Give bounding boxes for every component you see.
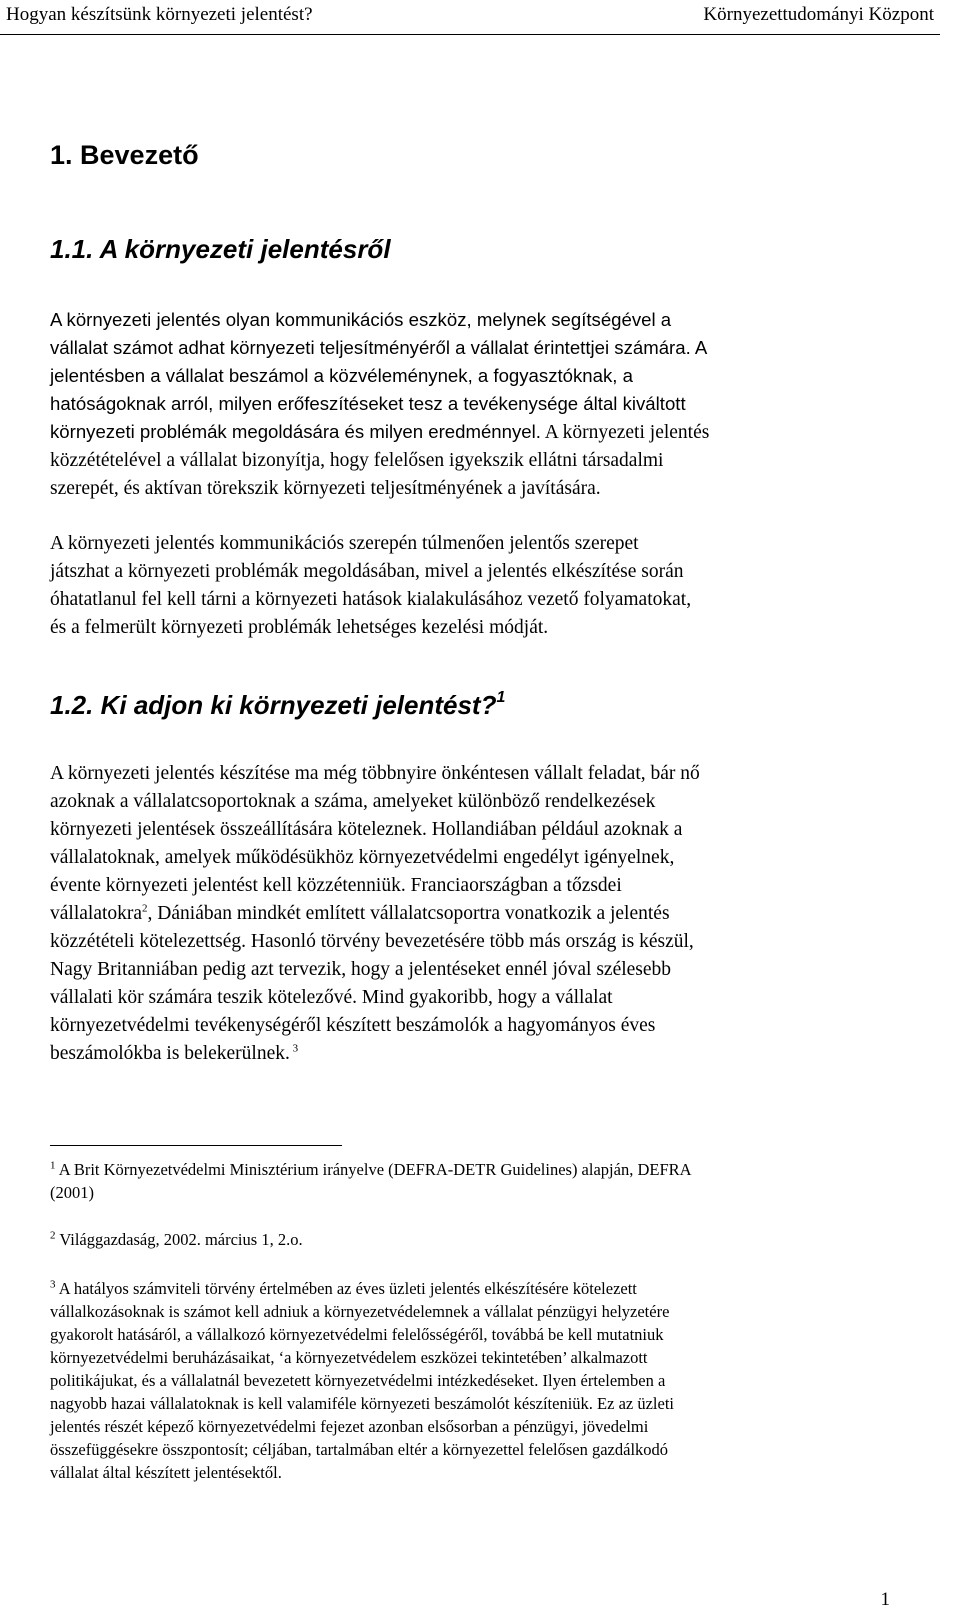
text-line: A környezeti jelentés készítése ma még többnyire önkéntesen vállalt feladat, bár nő xyxy=(50,763,700,784)
text-line: hatóságoknak arról, milyen erőfeszítéseket tesz a tevékenysége által kiváltott xyxy=(50,393,686,414)
page-number: 1 xyxy=(880,1589,890,1610)
text-line: szerepét, és aktívan törekszik környezeti teljesítményének a javítására. xyxy=(50,478,601,499)
text-line: környezeti problémák megoldására és milyen eredménnyel. xyxy=(50,421,541,442)
footnote-text: gyakorolt hatásáról, a vállalkozó környezetvédelmi felelősségéről, továbbá be kell mutatniuk xyxy=(50,1325,664,1344)
header-title: Hogyan készítsünk környezeti jelentést? xyxy=(6,4,313,25)
text-line: játszhat a környezeti problémák megoldásában, mivel a jelentés elkészítése során xyxy=(50,561,684,582)
footnote-text: vállalat által készített jelentésektől. xyxy=(50,1463,282,1482)
footnote-text: nagyobb hazai vállalatoknak is kell valamiféle környezeti beszámolót készíteniük. Ez az üzleti xyxy=(50,1394,675,1413)
footnote-2 xyxy=(50,1228,870,1251)
paragraph-who xyxy=(50,760,870,1068)
text-line: beszámolókba is belekerülnek. xyxy=(50,1043,290,1064)
text-line: közzétételével a vállalat bizonyítja, hogy felelősen igyekszik ellátni társadalmi xyxy=(50,450,664,471)
text-line: jelentésben a vállalat beszámol a közvéleménynek, a fogyasztóknak, a xyxy=(50,365,633,386)
footnote-text: A Brit Környezetvédelmi Minisztérium irányelve (DEFRA-DETR Guidelines) alapján, DEFRA xyxy=(55,1160,692,1179)
footnote-number: 3 xyxy=(50,1278,56,1291)
text-line: környezetvédelmi tevékenységéről készített beszámolók a hagyományos éves xyxy=(50,1015,656,1036)
paragraph-intro xyxy=(50,306,870,503)
footnote-ref: 2 xyxy=(142,902,148,915)
footnote-separator xyxy=(50,1145,342,1146)
text-line: vállalatoknak, amelyek működésükhöz környezetvédelmi engedélyt igényelnek, xyxy=(50,847,675,868)
paragraph-role xyxy=(50,530,870,642)
chapter-heading: 1. Bevezető xyxy=(50,140,199,170)
text-line: és a felmerült környezeti problémák lehetséges kezelési módját. xyxy=(50,617,549,638)
text-line: óhatatlanul fel kell tárni a környezeti hatások kialakulásához vezető folyamatokat, xyxy=(50,589,692,610)
text-line: Nagy Britanniában pedig azt tervezik, hogy a jelentéseket ennél jóval szélesebb xyxy=(50,959,672,980)
text-line: közzétételi kötelezettség. Hasonló törvény bevezetésére több más ország is készül, xyxy=(50,931,694,952)
footnote-text: A hatályos számviteli törvény értelmében az éves üzleti jelentés elkészítésére kötelezett xyxy=(55,1279,637,1298)
footnote-text: összefüggésekre összpontosít; céljában, tartalmában eltér a környezettel felelősen gazdálkodó xyxy=(50,1440,669,1459)
text-line: A környezeti jelentés kommunikációs szerepén túlmenően jelentős szerepet xyxy=(50,533,639,554)
section-heading-1-2 xyxy=(50,690,505,721)
footnote-ref: 1 xyxy=(496,689,506,707)
footnote-text: politikájukat, és a vállalatnál bevezetett környezetvédelmi intézkedéseket. Ilyen értelemben a xyxy=(50,1371,666,1390)
footnote-number: 2 xyxy=(50,1229,56,1242)
text-line: vállalati kör számára teszik kötelezővé. Mind gyakoribb, hogy a vállalat xyxy=(50,987,613,1008)
header-organization: Környezettudományi Központ xyxy=(703,4,934,25)
footnote-ref: 3 xyxy=(289,1042,299,1055)
footnote-text: (2001) xyxy=(50,1183,94,1202)
text-line-tail: , Dániában mindkét említett vállalatcsoportra vonatkozik a jelentés xyxy=(147,903,670,924)
footnote-text: Világgazdaság, 2002. március 1, 2.o. xyxy=(55,1230,303,1249)
text-line: vállalatokra xyxy=(50,903,143,924)
text-line-tail: A környezeti jelentés xyxy=(540,422,710,443)
footnote-text: környezetvédelmi beruházásaikat, ‘a környezetvédelem eszközei tekintetében’ alkalmazott xyxy=(50,1348,648,1367)
text-line: környezeti jelentések összeállítására köteleznek. Hollandiában például azoknak a xyxy=(50,819,683,840)
running-header xyxy=(0,4,940,35)
text-line: évente környezeti jelentést kell közzétenniük. Franciaországban a tőzsdei xyxy=(50,875,622,896)
section-heading-1-1: 1.1. A környezeti jelentésről xyxy=(50,234,391,264)
text-line: vállalat számot adhat környezeti teljesítményéről a vállalat érintettjei számára. A xyxy=(50,337,708,358)
text-line: A környezeti jelentés olyan kommunikációs eszköz, melynek segítségével a xyxy=(50,309,672,330)
text-line: azoknak a vállalatcsoportoknak a száma, amelyeket különböző rendelkezések xyxy=(50,791,656,812)
footnote-3 xyxy=(50,1277,870,1484)
footnote-1 xyxy=(50,1158,870,1204)
section-heading-text: 1.2. Ki adjon ki környezeti jelentést? xyxy=(50,690,497,720)
footnote-text: jelentés részét képező környezetvédelmi fejezet azonban elsősorban a pénzügyi, jövedelmi xyxy=(50,1417,649,1436)
footnote-number: 1 xyxy=(50,1159,56,1172)
footnote-text: vállalkozásoknak is számot kell adniuk a környezetvédelemnek a vállalat pénzügyi helyzetére xyxy=(50,1302,670,1321)
